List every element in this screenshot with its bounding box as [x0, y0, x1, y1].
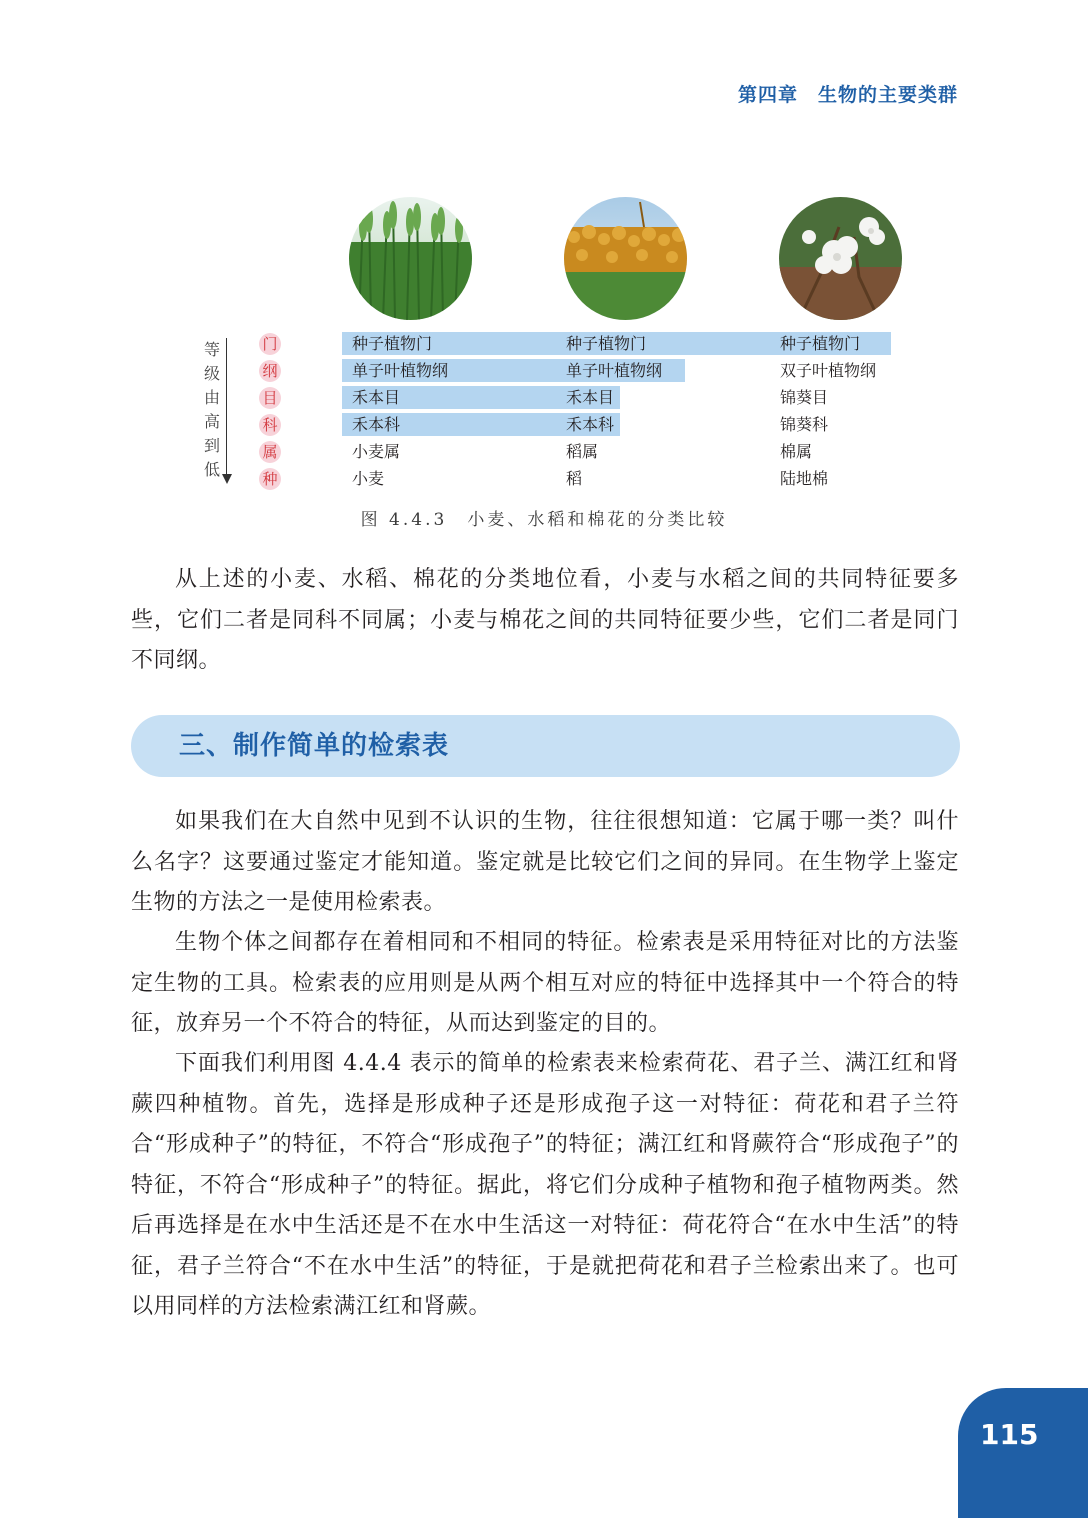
- rank-order-axis: [198, 338, 238, 488]
- running-header: [738, 80, 958, 107]
- wheat-rank-cell: 单子叶植物纲: [352, 361, 449, 380]
- rank-label: 属: [259, 441, 281, 463]
- wheat-photo: [349, 197, 472, 320]
- axis-label-char: 级: [203, 364, 220, 383]
- chapter-number: 第四章: [737, 84, 798, 106]
- cotton-rank-cell: 锦葵科: [780, 415, 829, 434]
- page-number-tab: [958, 1388, 1088, 1518]
- cotton-rank-cell: 陆地棉: [780, 469, 829, 488]
- section-title: 三、制作简单的检索表: [179, 731, 450, 761]
- chapter-title: 生物的主要类群: [817, 84, 958, 106]
- axis-label-char: 由: [203, 388, 220, 407]
- figure-caption: 图 4.4.3 小麦、水稻和棉花的分类比较: [360, 510, 728, 530]
- axis-label-char: 到: [203, 436, 220, 455]
- body-paragraph: 下面我们利用图 4.4.4 表示的简单的检索表来检索荷花、君子兰、满江红和肾蕨四种植物。首先，选择是形成种子还是形成孢子这一对特征：荷花和君子兰符合“形成种子”的特征，不符合“形成孢子”的特征；满江红和肾蕨符合“形成孢子”的特征，不符合“形成种子”的特征。据此，将它们分成种子植物和孢子植物两类。然后再选择是在水中生活还是不在水中生活这一对特征：荷花符合“在水中生活”的特征，君子兰符合“不在水中生活”的特征，于是就把荷花和君子兰检索出来了。也可以用同样的方法检索满江红和肾蕨。: [131, 1051, 959, 1319]
- cotton-rank-cell: 种子植物门: [780, 334, 861, 353]
- cotton-photo: [779, 197, 902, 320]
- wheat-rank-cell: 小麦属: [352, 442, 401, 461]
- rank-label: 纲: [259, 360, 281, 382]
- section-banner: [131, 715, 960, 777]
- wheat-rank-cell: 种子植物门: [352, 334, 433, 353]
- wheat-rank-cell: 禾本目: [352, 388, 401, 407]
- axis-label-char: 低: [203, 460, 220, 479]
- rice-photo: [564, 197, 687, 320]
- rice-rank-cell: 稻属: [566, 442, 599, 461]
- rice-rank-cell: 单子叶植物纲: [566, 361, 663, 380]
- wheat-rank-cell: 禾本科: [352, 415, 401, 434]
- rice-rank-cell: 禾本目: [566, 388, 615, 407]
- rank-label: 目: [259, 387, 281, 409]
- rice-rank-cell: 禾本科: [566, 415, 615, 434]
- body-paragraph: 从上述的小麦、水稻、棉花的分类地位看，小麦与水稻之间的共同特征要多些，它们二者是同科不同属；小麦与棉花之间的共同特征要少些，它们二者是同门不同纲。: [131, 567, 959, 673]
- body-paragraph: 生物个体之间都存在着相同和不相同的特征。检索表是采用特征对比的方法鉴定生物的工具。检索表的应用则是从两个相互对应的特征中选择其中一个符合的特征，放弃另一个不符合的特征，从而达到鉴定的目的。: [131, 930, 959, 1036]
- axis-line: [226, 338, 227, 476]
- page-number: 115: [980, 1418, 1039, 1451]
- rice-rank-cell: 种子植物门: [566, 334, 647, 353]
- rank-label: 种: [259, 468, 281, 490]
- wheat-rank-cell: 小麦: [352, 469, 385, 488]
- cotton-rank-cell: 双子叶植物纲: [780, 361, 877, 380]
- axis-label-char: 高: [203, 412, 220, 431]
- axis-label-char: 等: [203, 340, 220, 359]
- rice-rank-cell: 稻: [566, 469, 583, 488]
- rank-label: 科: [259, 414, 281, 436]
- body-paragraph: 如果我们在大自然中见到不认识的生物，往往很想知道：它属于哪一类？叫什么名字？这要通过鉴定才能知道。鉴定就是比较它们之间的异同。在生物学上鉴定生物的方法之一是使用检索表。: [131, 809, 959, 915]
- arrow-down-icon: [222, 474, 232, 484]
- rank-label: 门: [259, 333, 281, 355]
- cotton-rank-cell: 棉属: [780, 442, 813, 461]
- cotton-rank-cell: 锦葵目: [780, 388, 829, 407]
